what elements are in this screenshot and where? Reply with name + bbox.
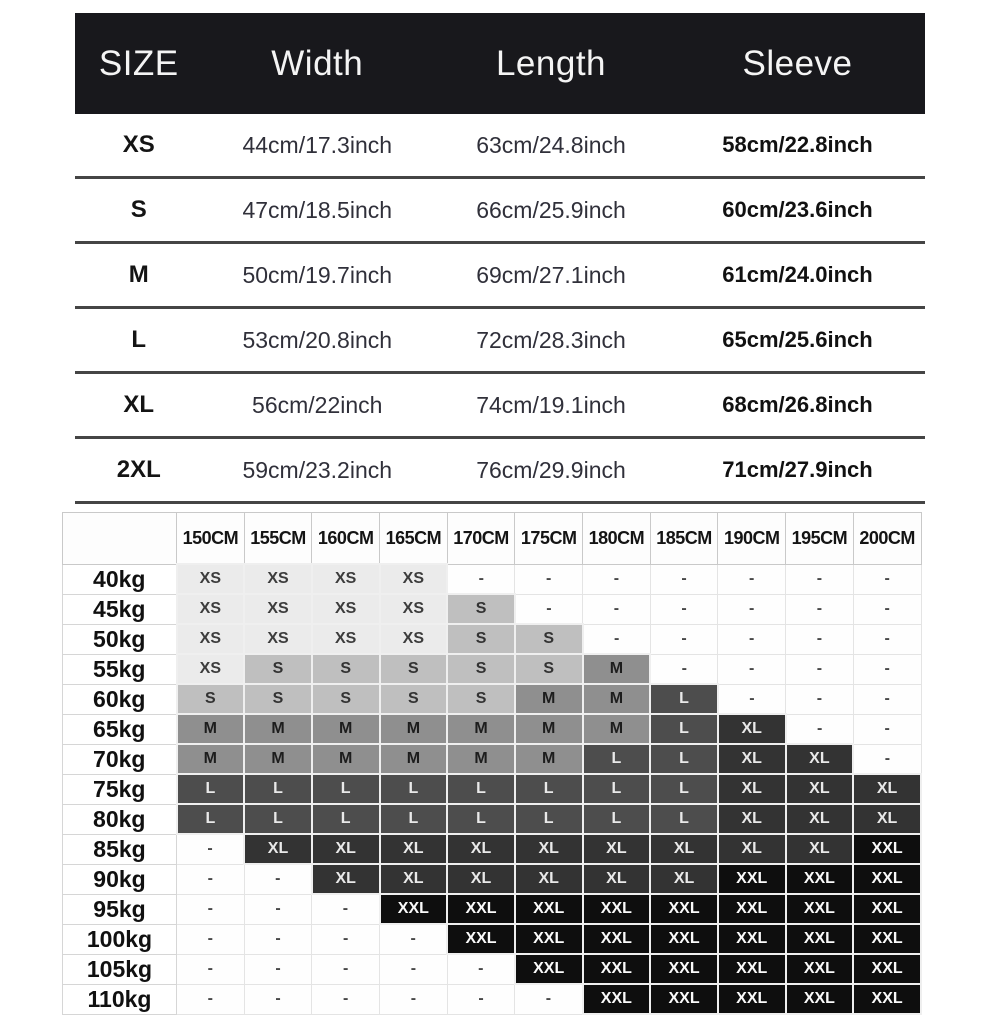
size-label: L: [131, 326, 147, 353]
matrix-cell-empty: -: [718, 684, 786, 714]
length-value: 66cm/25.9inch: [476, 196, 626, 223]
matrix-row-75kg: [63, 774, 922, 804]
matrix-cell-xs: XS: [177, 594, 245, 624]
matrix-cell-xxl: XXL: [583, 894, 651, 924]
matrix-cell-empty: -: [177, 834, 245, 864]
width-value: 50cm/19.7inch: [242, 261, 393, 288]
matrix-cell-empty: -: [853, 564, 921, 594]
matrix-cell-empty: -: [177, 864, 245, 894]
matrix-cell-xxl: XXL: [583, 954, 651, 984]
matrix-cell-empty: -: [786, 714, 854, 744]
matrix-cell-xxl: XXL: [786, 894, 854, 924]
matrix-cell-empty: -: [718, 594, 786, 624]
matrix-cell-xl: XL: [447, 834, 515, 864]
matrix-cell-xl: XL: [786, 774, 854, 804]
matrix-row-90kg: [63, 864, 922, 894]
matrix-row-80kg: [63, 804, 922, 834]
matrix-cell-empty: -: [312, 894, 380, 924]
sleeve-value: 61cm/24.0inch: [722, 262, 873, 287]
matrix-cell-s: S: [244, 654, 312, 684]
matrix-cell-m: M: [380, 714, 448, 744]
matrix-cell-empty: -: [177, 984, 245, 1014]
matrix-cell-l: L: [177, 774, 245, 804]
matrix-cell-xs: XS: [177, 564, 245, 594]
matrix-cell-xl: XL: [786, 744, 854, 774]
matrix-cell-l: L: [583, 744, 651, 774]
matrix-cell-xl: XL: [312, 834, 380, 864]
matrix-cell-l: L: [244, 804, 312, 834]
matrix-cell-xxl: XXL: [650, 984, 718, 1014]
matrix-cell-xxl: XXL: [853, 864, 921, 894]
matrix-cell-l: L: [515, 804, 583, 834]
matrix-cell-s: S: [515, 654, 583, 684]
weight-label: 65kg: [63, 714, 177, 744]
matrix-cell-empty: -: [515, 594, 583, 624]
length-value: 74cm/19.1inch: [476, 391, 626, 418]
length-value: 69cm/27.1inch: [476, 261, 626, 288]
matrix-corner-cell: [63, 513, 177, 565]
matrix-cell-xs: XS: [380, 594, 448, 624]
matrix-row-105kg: [63, 954, 922, 984]
matrix-cell-m: M: [244, 714, 312, 744]
matrix-cell-empty: -: [650, 564, 718, 594]
matrix-cell-xs: XS: [312, 594, 380, 624]
matrix-cell-l: L: [583, 804, 651, 834]
matrix-cell-s: S: [312, 654, 380, 684]
matrix-cell-xl: XL: [583, 864, 651, 894]
matrix-cell-l: L: [177, 804, 245, 834]
matrix-cell-m: M: [244, 744, 312, 774]
matrix-cell-xxl: XXL: [380, 894, 448, 924]
matrix-cell-l: L: [312, 804, 380, 834]
matrix-row-65kg: [63, 714, 922, 744]
size-label: XL: [123, 391, 155, 418]
height-header-165cm: 165CM: [380, 513, 448, 565]
matrix-cell-empty: -: [786, 684, 854, 714]
matrix-cell-xxl: XXL: [718, 984, 786, 1014]
matrix-cell-m: M: [447, 744, 515, 774]
matrix-cell-xl: XL: [583, 834, 651, 864]
width-value: 47cm/18.5inch: [242, 196, 393, 223]
matrix-cell-l: L: [583, 774, 651, 804]
weight-label: 45kg: [63, 594, 177, 624]
matrix-cell-xl: XL: [244, 834, 312, 864]
sleeve-value: 68cm/26.8inch: [722, 392, 873, 417]
weight-label: 75kg: [63, 774, 177, 804]
height-weight-matrix: [62, 512, 922, 1015]
matrix-cell-xs: XS: [244, 594, 312, 624]
matrix-cell-l: L: [650, 804, 718, 834]
size-table-header: [75, 13, 925, 114]
matrix-cell-empty: -: [718, 564, 786, 594]
matrix-cell-xl: XL: [718, 834, 786, 864]
matrix-cell-xxl: XXL: [583, 984, 651, 1014]
matrix-cell-xs: XS: [312, 564, 380, 594]
matrix-cell-xl: XL: [650, 834, 718, 864]
matrix-cell-empty: -: [853, 684, 921, 714]
matrix-cell-empty: -: [853, 654, 921, 684]
width-value: 59cm/23.2inch: [242, 456, 393, 483]
matrix-cell-xxl: XXL: [718, 894, 786, 924]
matrix-cell-empty: -: [244, 894, 312, 924]
matrix-cell-s: S: [447, 594, 515, 624]
matrix-row-100kg: [63, 924, 922, 954]
matrix-cell-l: L: [650, 774, 718, 804]
height-header-170cm: 170CM: [447, 513, 515, 565]
matrix-cell-m: M: [447, 714, 515, 744]
matrix-cell-xxl: XXL: [447, 924, 515, 954]
matrix-cell-m: M: [312, 714, 380, 744]
size-row-XL: [75, 374, 925, 439]
matrix-cell-xxl: XXL: [786, 984, 854, 1014]
matrix-cell-s: S: [244, 684, 312, 714]
matrix-cell-empty: -: [786, 594, 854, 624]
size-row-XS: [75, 114, 925, 179]
matrix-cell-empty: -: [244, 924, 312, 954]
matrix-cell-s: S: [447, 624, 515, 654]
matrix-cell-xxl: XXL: [853, 894, 921, 924]
matrix-cell-empty: -: [853, 744, 921, 774]
matrix-row-85kg: [63, 834, 922, 864]
matrix-cell-xxl: XXL: [853, 924, 921, 954]
height-header-160cm: 160CM: [312, 513, 380, 565]
matrix-cell-xxl: XXL: [515, 894, 583, 924]
matrix-cell-empty: -: [244, 864, 312, 894]
matrix-row-95kg: [63, 894, 922, 924]
matrix-cell-xl: XL: [786, 804, 854, 834]
matrix-cell-xxl: XXL: [853, 984, 921, 1014]
width-value: 53cm/20.8inch: [242, 326, 393, 353]
matrix-cell-m: M: [177, 714, 245, 744]
weight-label: 80kg: [63, 804, 177, 834]
matrix-cell-xl: XL: [853, 804, 921, 834]
matrix-cell-xxl: XXL: [447, 894, 515, 924]
matrix-cell-l: L: [447, 774, 515, 804]
matrix-cell-xxl: XXL: [853, 954, 921, 984]
size-table: [75, 13, 925, 504]
matrix-cell-xxl: XXL: [583, 924, 651, 954]
matrix-cell-xs: XS: [177, 624, 245, 654]
matrix-cell-xl: XL: [718, 774, 786, 804]
matrix-cell-empty: -: [853, 594, 921, 624]
length-value: 76cm/29.9inch: [476, 456, 626, 483]
weight-label: 70kg: [63, 744, 177, 774]
matrix-cell-l: L: [447, 804, 515, 834]
matrix-cell-s: S: [380, 684, 448, 714]
matrix-cell-empty: -: [786, 654, 854, 684]
height-header-155cm: 155CM: [244, 513, 312, 565]
matrix-cell-xl: XL: [786, 834, 854, 864]
matrix-cell-xl: XL: [718, 714, 786, 744]
matrix-cell-empty: -: [650, 624, 718, 654]
matrix-cell-xxl: XXL: [718, 924, 786, 954]
size-label: 2XL: [116, 456, 161, 483]
matrix-cell-xxl: XXL: [515, 954, 583, 984]
matrix-cell-s: S: [447, 654, 515, 684]
weight-label: 110kg: [63, 984, 177, 1014]
matrix-cell-empty: -: [312, 954, 380, 984]
matrix-cell-xxl: XXL: [650, 894, 718, 924]
height-header-195cm: 195CM: [786, 513, 854, 565]
matrix-cell-m: M: [583, 714, 651, 744]
matrix-cell-s: S: [380, 654, 448, 684]
height-header-190cm: 190CM: [718, 513, 786, 565]
matrix-row-55kg: [63, 654, 922, 684]
matrix-cell-s: S: [447, 684, 515, 714]
matrix-cell-empty: -: [583, 624, 651, 654]
matrix-cell-empty: -: [244, 954, 312, 984]
matrix-cell-xs: XS: [380, 564, 448, 594]
matrix-cell-xl: XL: [718, 744, 786, 774]
matrix-cell-xxl: XXL: [786, 924, 854, 954]
matrix-cell-xl: XL: [380, 864, 448, 894]
weight-label: 40kg: [63, 564, 177, 594]
matrix-cell-m: M: [583, 684, 651, 714]
matrix-cell-empty: -: [380, 984, 448, 1014]
matrix-cell-m: M: [312, 744, 380, 774]
matrix-row-50kg: [63, 624, 922, 654]
weight-label: 95kg: [63, 894, 177, 924]
matrix-cell-l: L: [650, 714, 718, 744]
matrix-cell-empty: -: [718, 624, 786, 654]
matrix-cell-xl: XL: [718, 804, 786, 834]
matrix-cell-xxl: XXL: [718, 864, 786, 894]
matrix-cell-xs: XS: [312, 624, 380, 654]
matrix-cell-l: L: [650, 684, 718, 714]
column-header-sleeve: Sleeve: [742, 43, 853, 83]
size-label: M: [128, 261, 149, 288]
matrix-cell-m: M: [515, 744, 583, 774]
size-row-2XL: [75, 439, 925, 504]
matrix-cell-xxl: XXL: [650, 954, 718, 984]
matrix-cell-empty: -: [380, 954, 448, 984]
matrix-cell-xl: XL: [380, 834, 448, 864]
width-value: 44cm/17.3inch: [242, 131, 393, 158]
matrix-cell-s: S: [515, 624, 583, 654]
column-header-length: Length: [495, 43, 607, 83]
matrix-cell-xs: XS: [244, 624, 312, 654]
size-table-rows: [75, 114, 925, 504]
size-row-S: [75, 179, 925, 244]
matrix-row-70kg: [63, 744, 922, 774]
matrix-cell-empty: -: [244, 984, 312, 1014]
height-header-185cm: 185CM: [650, 513, 718, 565]
matrix-cell-xxl: XXL: [718, 954, 786, 984]
matrix-cell-empty: -: [583, 564, 651, 594]
matrix-cell-empty: -: [650, 594, 718, 624]
sleeve-value: 60cm/23.6inch: [722, 197, 873, 222]
matrix-cell-xxl: XXL: [853, 834, 921, 864]
column-header-width: Width: [271, 43, 364, 83]
column-header-size: SIZE: [98, 43, 179, 83]
matrix-cell-empty: -: [177, 894, 245, 924]
matrix-cell-xxl: XXL: [515, 924, 583, 954]
weight-label: 50kg: [63, 624, 177, 654]
weight-label: 85kg: [63, 834, 177, 864]
sleeve-value: 65cm/25.6inch: [722, 327, 873, 352]
sleeve-value: 71cm/27.9inch: [722, 457, 873, 482]
length-value: 72cm/28.3inch: [476, 326, 626, 353]
matrix-row-60kg: [63, 684, 922, 714]
matrix-cell-xl: XL: [447, 864, 515, 894]
matrix-cell-xxl: XXL: [786, 864, 854, 894]
height-header-180cm: 180CM: [583, 513, 651, 565]
matrix-cell-m: M: [380, 744, 448, 774]
matrix-cell-empty: -: [853, 624, 921, 654]
weight-label: 60kg: [63, 684, 177, 714]
matrix-cell-xl: XL: [515, 834, 583, 864]
matrix-cell-s: S: [312, 684, 380, 714]
matrix-cell-empty: -: [853, 714, 921, 744]
matrix-cell-empty: -: [312, 924, 380, 954]
height-header-200cm: 200CM: [853, 513, 921, 565]
weight-label: 105kg: [63, 954, 177, 984]
matrix-cell-m: M: [515, 684, 583, 714]
matrix-cell-s: S: [177, 684, 245, 714]
matrix-cell-empty: -: [177, 924, 245, 954]
matrix-cell-l: L: [312, 774, 380, 804]
matrix-row-40kg: [63, 564, 922, 594]
matrix-cell-empty: -: [447, 564, 515, 594]
height-header-175cm: 175CM: [515, 513, 583, 565]
size-row-M: [75, 244, 925, 309]
matrix-cell-xl: XL: [515, 864, 583, 894]
weight-label: 90kg: [63, 864, 177, 894]
matrix-cell-empty: -: [447, 984, 515, 1014]
sleeve-value: 58cm/22.8inch: [722, 132, 873, 157]
matrix-row-45kg: [63, 594, 922, 624]
matrix-header-row: [63, 513, 922, 565]
matrix-cell-empty: -: [447, 954, 515, 984]
matrix-cell-l: L: [515, 774, 583, 804]
size-label: XS: [122, 131, 155, 158]
matrix-cell-m: M: [177, 744, 245, 774]
matrix-cell-empty: -: [650, 654, 718, 684]
height-header-150cm: 150CM: [177, 513, 245, 565]
matrix-cell-xl: XL: [650, 864, 718, 894]
matrix-cell-empty: -: [515, 564, 583, 594]
matrix-cell-m: M: [583, 654, 651, 684]
matrix-cell-empty: -: [583, 594, 651, 624]
matrix-cell-empty: -: [312, 984, 380, 1014]
width-value: 56cm/22inch: [252, 391, 383, 418]
matrix-cell-empty: -: [380, 924, 448, 954]
matrix-cell-l: L: [650, 744, 718, 774]
size-row-L: [75, 309, 925, 374]
weight-label: 100kg: [63, 924, 177, 954]
matrix-row-110kg: [63, 984, 922, 1014]
matrix-cell-l: L: [244, 774, 312, 804]
matrix-cell-xl: XL: [853, 774, 921, 804]
weight-label: 55kg: [63, 654, 177, 684]
matrix-cell-xs: XS: [244, 564, 312, 594]
matrix-cell-l: L: [380, 774, 448, 804]
matrix-cell-empty: -: [786, 624, 854, 654]
size-label: S: [130, 196, 147, 223]
matrix-cell-xs: XS: [177, 654, 245, 684]
matrix-cell-l: L: [380, 804, 448, 834]
matrix-cell-xl: XL: [312, 864, 380, 894]
matrix-cell-empty: -: [718, 654, 786, 684]
matrix-cell-xxl: XXL: [786, 954, 854, 984]
matrix-cell-xxl: XXL: [650, 924, 718, 954]
matrix-cell-empty: -: [515, 984, 583, 1014]
matrix-cell-empty: -: [177, 954, 245, 984]
matrix-cell-m: M: [515, 714, 583, 744]
matrix-cell-xs: XS: [380, 624, 448, 654]
length-value: 63cm/24.8inch: [476, 131, 626, 158]
matrix-cell-empty: -: [786, 564, 854, 594]
